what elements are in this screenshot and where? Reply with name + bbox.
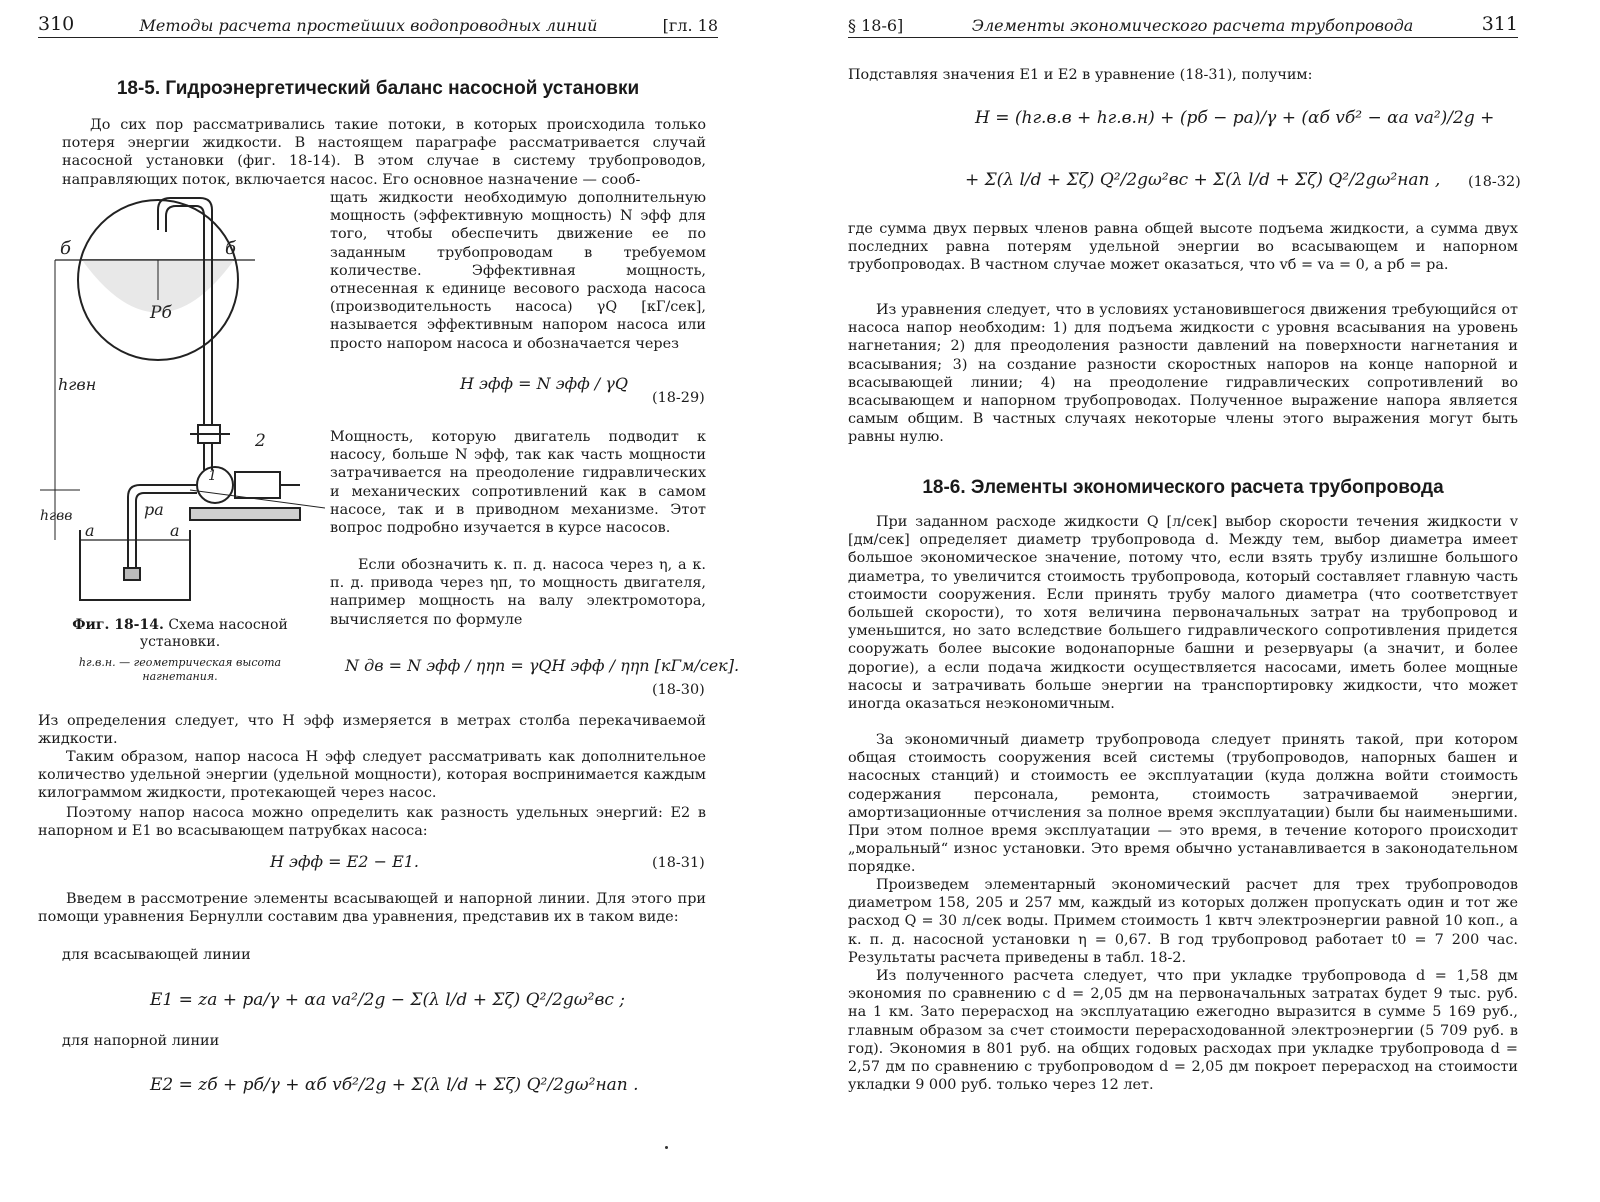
equation-e2: E2 = zб + pб/γ + αб vб²/2g + Σ(λ l/d + Σζ) Q²/2gω²нап . xyxy=(150,1075,639,1095)
label-b-right: б xyxy=(225,238,236,259)
paragraph-calculation: Произведем элементарный экономический расчет для трех трубопроводов диаметром 158, 205 и 257 мм, каждый из которых должен пропускать один и тот же расход Q = 30 л/сек воды. Примем стоимость 1 квтч электроэнергии равной 10 коп., а к. п. д. насосной установки η = 0,67. В год трубопровод работает t0 = 7 200 час. Результаты расчета приведены в табл. 18-2. xyxy=(848,877,1518,966)
paragraph-head-purpose: Из уравнения следует, что в условиях установившегося движения требующийся от насоса напор необходим: 1) для подъема жидкости с уровня всасывания на уровень нагнетания; 2) для преодоления разности давлений на поверхности нагнетания и всасывания; 3) на создание разности скоростных напоров на конце напорной и всасывающей линии; 4) на преодоление гидравлических сопротивлений во всасывающем и напорном трубопроводах. Полученное выражение напора является самым общим. В частных случаях некоторые члены этого выражения могут быть равны нулю. xyxy=(848,302,1518,446)
chapter-ref: [гл. 18 xyxy=(662,16,718,35)
equation-number-18-31: (18-31) xyxy=(652,855,705,871)
figure-caption xyxy=(40,617,320,651)
paragraph-motor-power: Мощность, которую двигатель подводит к насосу, больше N эфф, так как часть мощности затрачивается на преодоление гидравлических и механических сопротивлений как в самом насосе, так и в приводном механизме. Этот вопрос подробно изучается в курсе насосов. xyxy=(330,429,706,537)
figure-caption-number: Фиг. 18-14. xyxy=(72,617,164,633)
label-1: 1 xyxy=(208,468,217,484)
page-number-left: 310 xyxy=(38,13,75,35)
right-page xyxy=(800,0,1600,1202)
equation-18-32-line1: H = (hг.в.в + hг.в.н) + (pб − pа)/γ + (αб vб² − αа vа²)/2g + xyxy=(975,108,1495,128)
equation-18-32-line2: + Σ(λ l/d + Σζ) Q²/2gω²вс + Σ(λ l/d + Σζ) Q²/2gω²нап , xyxy=(965,170,1441,190)
label-pb: Pб xyxy=(150,303,172,323)
label-suction-line: для всасывающей линии xyxy=(62,947,251,963)
paragraph-effective-power: щать жидкости необходимую дополнительную мощность (эффективную мощность) N эфф для того, чтобы обеспечить движение ее по заданным трубопроводам в требуемом количестве. Эффективная мощность, отнесенная к единице весового расхода насоса (производительность насоса) γQ [кГ/сек], называется эффективным напором насоса или просто напором насоса и обозначается через xyxy=(330,190,706,352)
paragraph-head-energy: Таким образом, напор насоса H эфф следует рассматривать как дополнительное количество удельной энергии (удельной мощности), которая воспринимается каждым килограммом жидкости, протекающей через насос. xyxy=(38,749,706,802)
running-title-left: Методы расчета простейших водопроводных линий xyxy=(139,16,598,35)
running-header-left xyxy=(38,12,718,38)
label-hgvv: hгвв xyxy=(40,508,73,524)
paragraph-efficiency: Если обозначить к. п. д. насоса через η, а к. п. д. привода через ηп, то мощность двигателя, например мощность на валу электромотора, вычисляется по формуле xyxy=(330,557,706,628)
label-a-left: a xyxy=(85,521,95,540)
equation-18-29: H эфф = N эфф / γQ xyxy=(460,374,628,393)
paragraph-substituting: Подставляя значения E1 и E2 в уравнение (18-31), получим: xyxy=(848,67,1313,83)
label-a-right: a xyxy=(170,521,180,540)
pump-installation-figure xyxy=(40,190,325,610)
paragraph-diameter-choice: При заданном расходе жидкости Q [л/сек] выбор скорости течения жидкости v [дм/сек] определяет диаметр трубопровода d. Между тем, выбор диаметра имеет большое экономическое значение, потому что, если взять трубу излишне большого диаметра, то увеличится стоимость трубопровода, который составляет главную часть стоимости сооружения. Если принять трубу малого диаметра (что соответствует большей скорости), то хотя величина первоначальных затрат на трубопровод и уменьшится, но зато вследствие большего гидравлического сопротивления придется сооружать более высокие водонапорные башни и резервуары (а значит, и более дорогие), а если подача жидкости осуществляется насосами, иметь более мощные насосы и затрачивать больше энергии на транспортировку жидкости, что может иногда оказаться неэкономичным. xyxy=(848,514,1518,713)
equation-number-18-29: (18-29) xyxy=(652,390,705,406)
figure-caption-text: Схема насосной установки. xyxy=(139,617,288,650)
paragraph-energy-difference: Поэтому напор насоса можно определить как разность удельных энергий: E2 в напорном и E1 во всасывающем патрубках насоса: xyxy=(38,805,706,840)
label-hgvn: hгвн xyxy=(58,375,97,394)
running-header-right xyxy=(848,12,1518,38)
paragraph-conclusion: Из полученного расчета следует, что при укладке трубопровода d = 1,58 дм экономия по сравнению с d = 2,05 дм на первоначальных затратах будет 9 тыс. руб. на 1 км. Зато перерасход на эксплуатацию ежегодно выразится в сумме 5 169 руб., главным образом за счет стоимости перерасходованной электроэнергии (5 709 руб. в год). Экономия в 801 руб. на общих годовых расходах при укладке трубопровода d = 2,57 дм по сравнению с трубопроводом d = 2,05 дм покроет перерасход на стоимости укладки 9 000 руб. только через 12 лет. xyxy=(848,968,1518,1094)
section-ref: § 18-6] xyxy=(848,16,904,35)
label-b-left: б xyxy=(60,238,71,259)
paragraph-bernoulli: Введем в рассмотрение элементы всасывающей и напорной линии. Для этого при помощи уравнения Бернулли составим два уравнения, представив их в таком виде: xyxy=(38,891,706,926)
equation-number-18-30: (18-30) xyxy=(652,682,705,698)
paragraph-meters: Из определения следует, что H эфф измеряется в метрах столба перекачиваемой жидкости. xyxy=(38,713,706,748)
label-pressure-line: для напорной линии xyxy=(62,1033,220,1049)
equation-number-18-32: (18-32) xyxy=(1468,174,1521,190)
equation-18-31: H эфф = E2 − E1. xyxy=(270,852,420,871)
left-page xyxy=(0,0,760,1202)
print-speck xyxy=(665,1146,668,1149)
section-title-18-6: 18-6. Элементы экономического расчета трубопровода xyxy=(922,477,1444,498)
page-number-right: 311 xyxy=(1481,13,1518,35)
equation-18-30: N дв = N эфф / ηηп = γQH эфф / ηηп [кГм/сек]. xyxy=(345,656,740,675)
section-title-18-5: 18-5. Гидроэнергетический баланс насосной установки xyxy=(116,78,640,99)
equation-e1: E1 = zа + pа/γ + αа vа²/2g − Σ(λ l/d + Σζ) Q²/2gω²вс ; xyxy=(150,990,626,1010)
paragraph-sum-terms: где сумма двух первых членов равна общей высоте подъема жидкости, а сумма двух последних равна потерям удельной энергии во всасывающем и напорном трубопроводах. В частном случае может оказаться, что vб = vа = 0, а pб = pа. xyxy=(848,221,1518,274)
paragraph-economic-diameter: За экономичный диаметр трубопровода следует принять такой, при котором общая стоимость сооружения всей системы (трубопроводов, напорных башен и насосных станций) и стоимость ее эксплуатации (куда должна войти стоимость содержания персонала, ремонта, стоимость затрачиваемой энергии, амортизационные отчисления за полное время эксплуатации) были бы наименьшими. При этом полное время эксплуатации — это время, в течение которого происходит „моральный“ износ установки. Это время обычно устанавливается в законодательном порядке. xyxy=(848,732,1518,876)
running-title-right: Элементы экономического расчета трубопровода xyxy=(971,16,1414,35)
figure-note: hг.в.н. — геометрическая высота нагнетания. xyxy=(78,656,282,683)
paragraph-intro: До сих пор рассматривались такие потоки, в которых происходила только потеря энергии жидкости. В настоящем параграфе рассматривается случай насосной установки (фиг. 18-14). В этом случае в систему трубопроводов, направляющих поток, включается насос. Его основное назначение — сооб- xyxy=(62,117,706,188)
label-pa: pa xyxy=(144,500,164,519)
label-2: 2 xyxy=(255,431,266,451)
